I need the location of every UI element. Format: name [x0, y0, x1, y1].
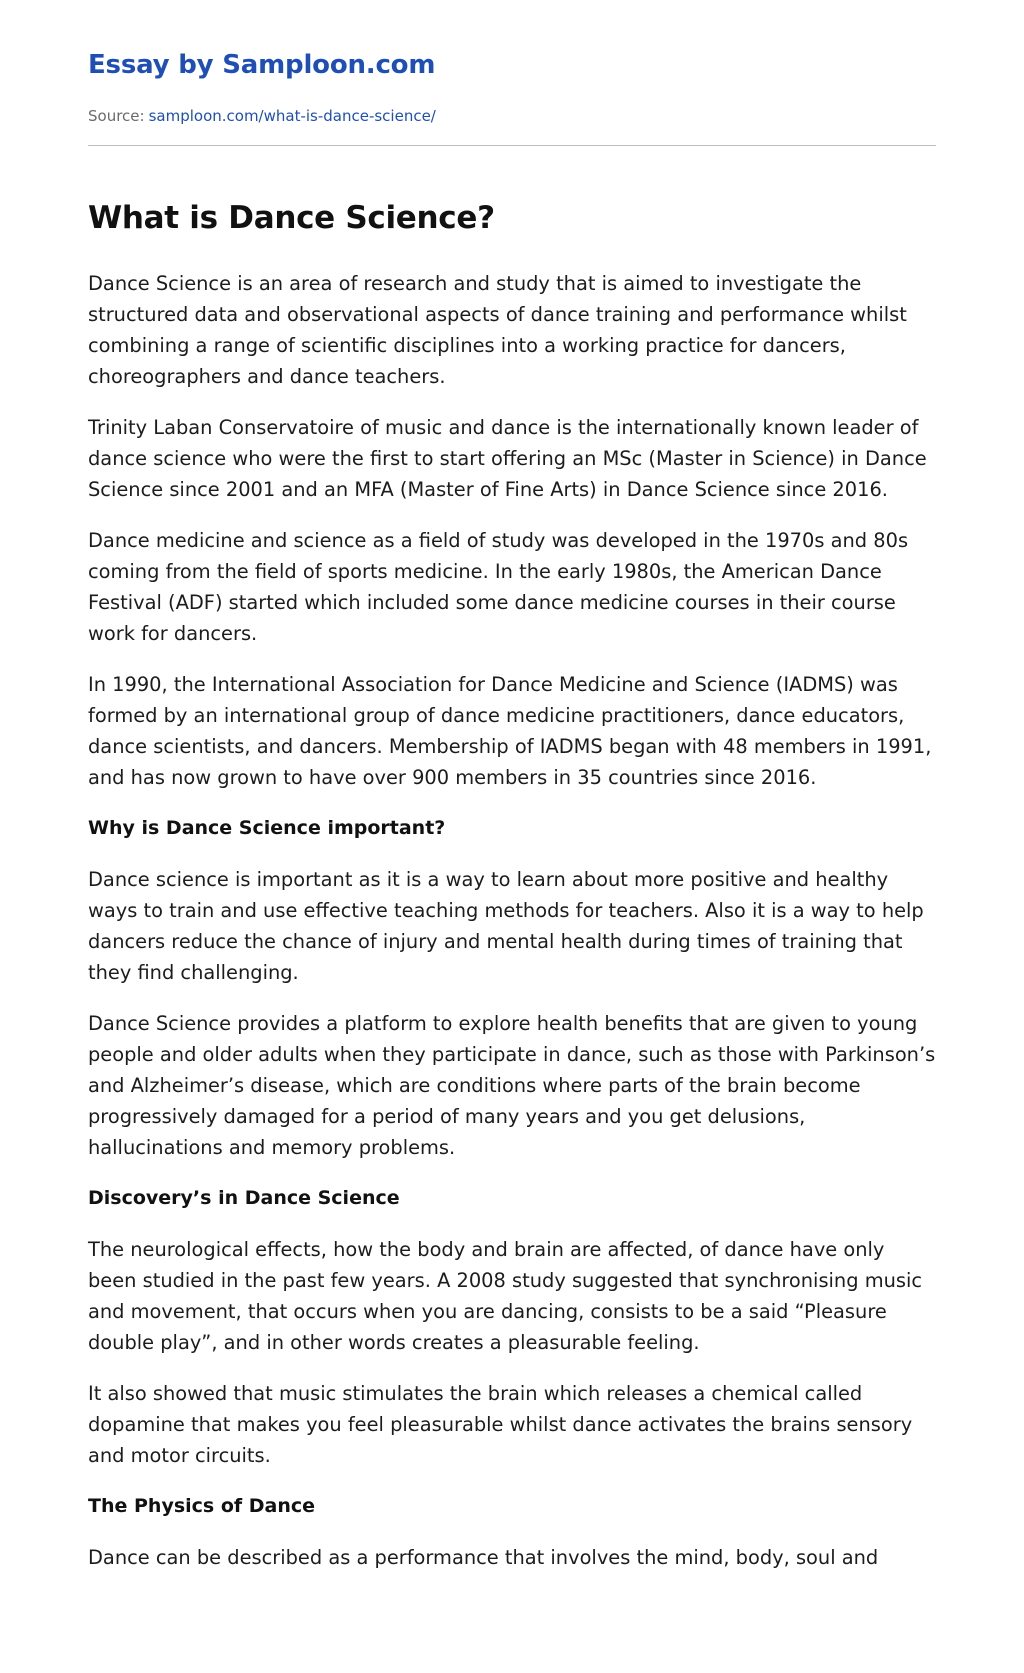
header-divider: [88, 145, 936, 146]
section-heading: Discovery’s in Dance Science: [88, 1187, 400, 1209]
source-line: [88, 107, 436, 125]
paragraph: The neurological effects, how the body and brain are affected, of dance have only been studied in the past few years. A 2008 study suggested that synchronising music and movement, that occurs when you are dancing, consists to be a said “Pleasure double play”, and in other words creates a pleasurable feeling.: [88, 1238, 923, 1354]
page-title: What is Dance Science?: [88, 200, 495, 236]
paragraph: Dance Science provides a platform to explore health benefits that are given to young people and older adults when they participate in dance, such as those with Parkinson’s and Alzheimer’s disease, which are conditions where parts of the brain become progressively damaged for a period of many years and you get delusions, hallucinations and memory problems.: [88, 1012, 936, 1159]
article-body: [88, 268, 936, 1593]
section-heading: The Physics of Dance: [88, 1495, 316, 1517]
paragraph: In 1990, the International Association for Dance Medicine and Science (IADMS) was formed by an international group of dance medicine practitioners, dance educators, dance scientists, and dancers. Membership of IADMS began with 48 members in 1991, and has now grown to have over 900 members in 35 countries since 2016.: [88, 673, 932, 789]
paragraph: It also showed that music stimulates the brain which releases a chemical called dopamine that makes you feel pleasurable whilst dance activates the brains sensory and motor circuits.: [88, 1382, 913, 1467]
source-link[interactable]: samploon.com/what-is-dance-science/: [148, 107, 436, 125]
paragraph: Dance Science is an area of research and study that is aimed to investigate the structured data and observational aspects of dance training and performance whilst combining a range of scientific disciplines into a working practice for dancers, choreographers and dance teachers.: [88, 272, 907, 388]
source-label: Source:: [88, 107, 145, 125]
section-heading: Why is Dance Science important?: [88, 817, 446, 839]
paragraph: Dance medicine and science as a field of study was developed in the 1970s and 80s coming from the field of sports medicine. In the early 1980s, the American Dance Festival (ADF) started which included some dance medicine courses in their course work for dancers.: [88, 529, 909, 645]
paragraph: Trinity Laban Conservatoire of music and dance is the internationally known leader of dance science who were the first to start offering an MSc (Master in Science) in Dance Science since 2001 and an MFA (Master of Fine Arts) in Dance Science since 2016.: [88, 416, 927, 501]
paragraph: Dance can be described as a performance that involves the mind, body, soul and: [88, 1546, 879, 1569]
paragraph: Dance science is important as it is a way to learn about more positive and healthy ways to train and use effective teaching methods for teachers. Also it is a way to help dancers reduce the chance of injury and mental health during times of training that they find challenging.: [88, 868, 924, 984]
brand-title[interactable]: Essay by Samploon.com: [88, 50, 436, 80]
